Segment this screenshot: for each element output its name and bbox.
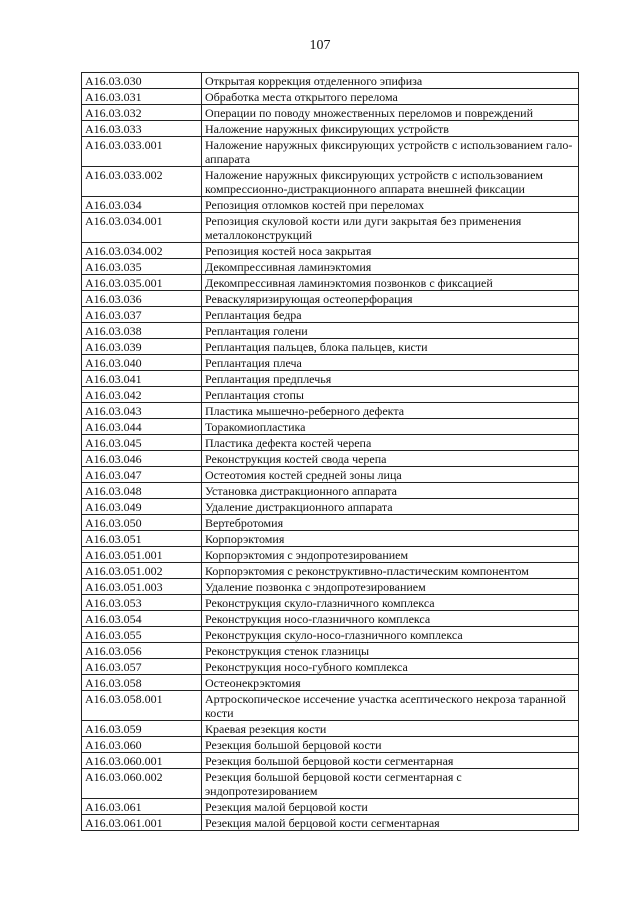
procedure-code-cell: A16.03.045 (82, 435, 202, 451)
procedure-name-cell: Корпорэктомия с реконструктивно-пластическим компонентом (202, 563, 579, 579)
procedure-code-cell: A16.03.041 (82, 371, 202, 387)
procedure-code-cell: A16.03.040 (82, 355, 202, 371)
procedure-code-cell: A16.03.034 (82, 197, 202, 213)
table-row (82, 167, 579, 197)
procedure-name-cell: Наложение наружных фиксирующих устройств (202, 121, 579, 137)
table-row (82, 243, 579, 259)
procedure-name-cell: Артроскопическое иссечение участка асептического некроза таранной кости (202, 691, 579, 721)
table-row (82, 753, 579, 769)
procedure-name-cell: Корпорэктомия с эндопротезированием (202, 547, 579, 563)
procedure-code-cell: A16.03.030 (82, 73, 202, 89)
procedure-code-cell: A16.03.051.003 (82, 579, 202, 595)
procedure-name-cell: Реконструкция скуло-носо-глазничного комплекса (202, 627, 579, 643)
procedure-code-cell: A16.03.061.001 (82, 815, 202, 831)
page-number: 107 (309, 38, 331, 53)
procedure-code-cell: A16.03.042 (82, 387, 202, 403)
procedure-code-cell: A16.03.055 (82, 627, 202, 643)
table-row (82, 499, 579, 515)
table-row (82, 259, 579, 275)
table-row (82, 213, 579, 243)
procedure-code-cell: A16.03.033 (82, 121, 202, 137)
procedure-code-cell: A16.03.036 (82, 291, 202, 307)
table-row (82, 323, 579, 339)
procedure-name-cell: Резекция большой берцовой кости сегментарная с эндопротезированием (202, 769, 579, 799)
procedure-code-cell: A16.03.058.001 (82, 691, 202, 721)
procedure-name-cell: Пластика дефекта костей черепа (202, 435, 579, 451)
table-row (82, 291, 579, 307)
procedure-name-cell: Реконструкция носо-губного комплекса (202, 659, 579, 675)
procedure-code-cell: A16.03.033.002 (82, 167, 202, 197)
procedure-code-cell: A16.03.051 (82, 531, 202, 547)
procedure-name-cell: Операции по поводу множественных переломов и повреждений (202, 105, 579, 121)
table-row (82, 467, 579, 483)
procedure-code-cell: A16.03.048 (82, 483, 202, 499)
table-row (82, 355, 579, 371)
table-row (82, 643, 579, 659)
procedure-code-cell: A16.03.031 (82, 89, 202, 105)
table-row (82, 435, 579, 451)
procedure-name-cell: Установка дистракционного аппарата (202, 483, 579, 499)
procedure-code-cell: A16.03.057 (82, 659, 202, 675)
procedure-code-cell: A16.03.034.001 (82, 213, 202, 243)
procedure-name-cell: Корпорэктомия (202, 531, 579, 547)
table-row (82, 483, 579, 499)
procedure-name-cell: Пластика мышечно-реберного дефекта (202, 403, 579, 419)
procedure-name-cell: Репозиция скуловой кости или дуги закрытая без применения металлоконструкций (202, 213, 579, 243)
procedure-name-cell: Реконструкция костей свода черепа (202, 451, 579, 467)
procedure-name-cell: Декомпрессивная ламинэктомия позвонков с фиксацией (202, 275, 579, 291)
table-row (82, 595, 579, 611)
procedure-name-cell: Реплантация предплечья (202, 371, 579, 387)
procedure-code-cell: A16.03.032 (82, 105, 202, 121)
table-row (82, 675, 579, 691)
procedure-code-cell: A16.03.061 (82, 799, 202, 815)
table-row (82, 197, 579, 213)
procedure-name-cell: Резекция большой берцовой кости сегментарная (202, 753, 579, 769)
table-row (82, 275, 579, 291)
table-row (82, 387, 579, 403)
table-row (82, 691, 579, 721)
procedure-name-cell: Наложение наружных фиксирующих устройств с использованием гало-аппарата (202, 137, 579, 167)
table-row (82, 451, 579, 467)
procedure-name-cell: Удаление позвонка с эндопротезированием (202, 579, 579, 595)
table-row (82, 737, 579, 753)
procedure-name-cell: Удаление дистракционного аппарата (202, 499, 579, 515)
procedure-code-cell: A16.03.060.001 (82, 753, 202, 769)
procedure-name-cell: Реплантация стопы (202, 387, 579, 403)
procedure-name-cell: Реваскуляризирующая остеоперфорация (202, 291, 579, 307)
procedure-name-cell: Обработка места открытого перелома (202, 89, 579, 105)
procedure-name-cell: Краевая резекция кости (202, 721, 579, 737)
table-row (82, 627, 579, 643)
procedure-code-cell: A16.03.051.001 (82, 547, 202, 563)
table-row (82, 547, 579, 563)
procedure-code-cell: A16.03.049 (82, 499, 202, 515)
procedure-code-cell: A16.03.060 (82, 737, 202, 753)
table-row (82, 799, 579, 815)
procedure-name-cell: Резекция большой берцовой кости (202, 737, 579, 753)
table-row (82, 579, 579, 595)
procedure-name-cell: Репозиция отломков костей при переломах (202, 197, 579, 213)
table-row (82, 515, 579, 531)
procedure-code-cell: A16.03.051.002 (82, 563, 202, 579)
table-row (82, 307, 579, 323)
table-row (82, 121, 579, 137)
procedure-code-cell: A16.03.038 (82, 323, 202, 339)
table-row (82, 339, 579, 355)
procedure-name-cell: Реплантация плеча (202, 355, 579, 371)
table-row (82, 721, 579, 737)
table-row (82, 563, 579, 579)
table-row (82, 419, 579, 435)
procedure-name-cell: Вертебротомия (202, 515, 579, 531)
procedure-code-cell: A16.03.050 (82, 515, 202, 531)
procedure-code-cell: A16.03.044 (82, 419, 202, 435)
procedure-code-cell: A16.03.053 (82, 595, 202, 611)
procedure-name-cell: Торакомиопластика (202, 419, 579, 435)
procedure-code-cell: A16.03.059 (82, 721, 202, 737)
procedure-code-cell: A16.03.047 (82, 467, 202, 483)
procedure-name-cell: Резекция малой берцовой кости сегментарная (202, 815, 579, 831)
table-row (82, 73, 579, 89)
procedure-name-cell: Остеотомия костей средней зоны лица (202, 467, 579, 483)
table-row (82, 89, 579, 105)
procedure-code-cell: A16.03.060.002 (82, 769, 202, 799)
table-row (82, 769, 579, 799)
table-row (82, 105, 579, 121)
procedure-name-cell: Резекция малой берцовой кости (202, 799, 579, 815)
procedure-code-cell: A16.03.046 (82, 451, 202, 467)
procedure-codes-body (82, 73, 579, 831)
procedure-name-cell: Открытая коррекция отделенного эпифиза (202, 73, 579, 89)
procedure-code-cell: A16.03.035 (82, 259, 202, 275)
procedure-name-cell: Реплантация голени (202, 323, 579, 339)
table-row (82, 659, 579, 675)
procedure-name-cell: Репозиция костей носа закрытая (202, 243, 579, 259)
table-row (82, 531, 579, 547)
table-row (82, 403, 579, 419)
procedure-name-cell: Реконструкция носо-глазничного комплекса (202, 611, 579, 627)
procedure-name-cell: Декомпрессивная ламинэктомия (202, 259, 579, 275)
procedure-codes-table (81, 72, 579, 831)
procedure-name-cell: Реконструкция стенок глазницы (202, 643, 579, 659)
procedure-code-cell: A16.03.054 (82, 611, 202, 627)
table-row (82, 815, 579, 831)
procedure-code-cell: A16.03.039 (82, 339, 202, 355)
procedure-code-cell: A16.03.035.001 (82, 275, 202, 291)
procedure-name-cell: Реконструкция скуло-глазничного комплекса (202, 595, 579, 611)
procedure-name-cell: Остеонекрэктомия (202, 675, 579, 691)
procedure-name-cell: Реплантация пальцев, блока пальцев, кисти (202, 339, 579, 355)
procedure-name-cell: Реплантация бедра (202, 307, 579, 323)
procedure-code-cell: A16.03.043 (82, 403, 202, 419)
procedure-code-cell: A16.03.056 (82, 643, 202, 659)
procedure-code-cell: A16.03.033.001 (82, 137, 202, 167)
procedure-code-cell: A16.03.034.002 (82, 243, 202, 259)
table-row (82, 611, 579, 627)
procedure-name-cell: Наложение наружных фиксирующих устройств с использованием компрессионно-дистракционного аппарата внешней фиксации (202, 167, 579, 197)
procedure-code-cell: A16.03.058 (82, 675, 202, 691)
table-row (82, 371, 579, 387)
procedure-code-cell: A16.03.037 (82, 307, 202, 323)
table-row (82, 137, 579, 167)
